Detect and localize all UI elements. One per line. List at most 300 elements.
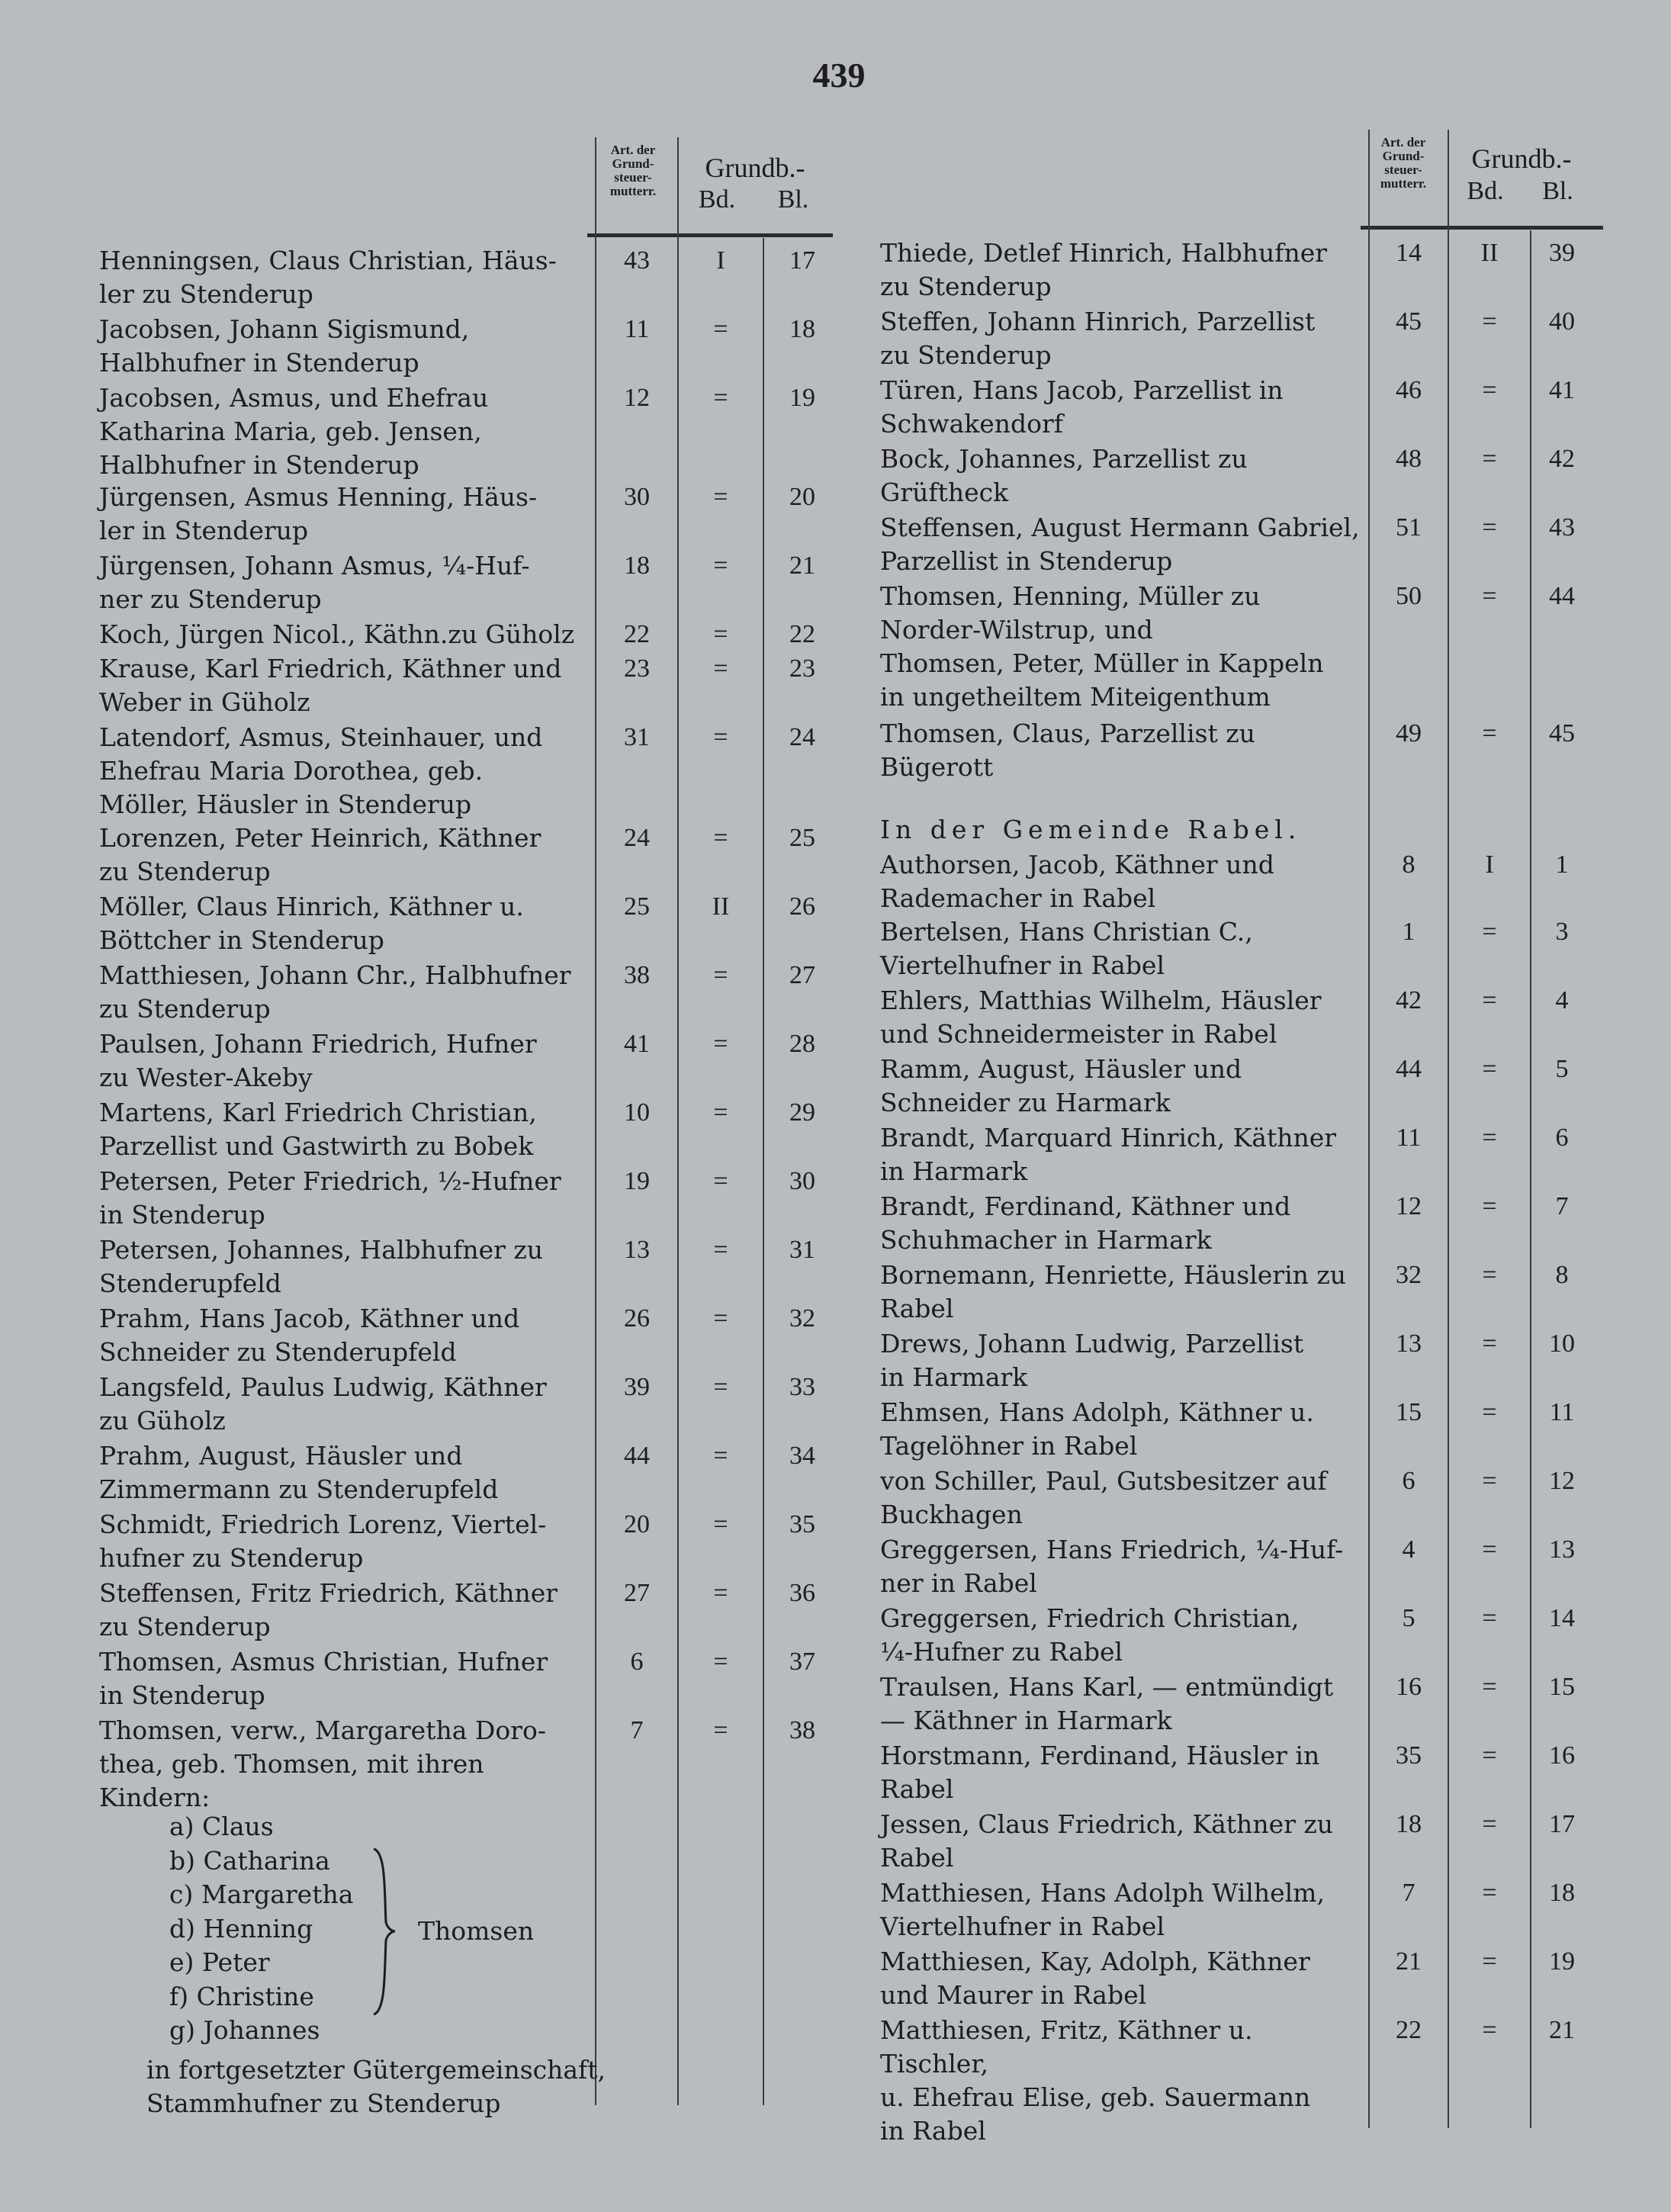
left-tail [146,2053,606,2120]
entry-name [880,236,1368,304]
entry-bl: 4 [1555,986,1569,1014]
header-bd: Bd. [698,185,736,214]
entry-art: 51 [1396,513,1422,542]
entry-bd: = [1482,1535,1497,1564]
left-header-grundb: Grundb.- [705,153,805,183]
entry-bl: 19 [789,384,815,412]
header-art-line: steuer- [1384,162,1422,177]
entry-bd: = [713,384,728,412]
entry-bl: 29 [789,1098,815,1127]
entry-line: thea, geb. Thomsen, mit ihren [99,1749,484,1779]
entry-line: Steffensen, August Hermann Gabriel, [880,513,1360,542]
entry-bl: 11 [1549,1398,1575,1426]
entry-line: Greggersen, Hans Friedrich, ¼-Huf- [880,1535,1344,1564]
entry-line: Stenderupfeld [99,1268,281,1298]
entry-line: Prahm, Hans Jacob, Käthner und [99,1304,520,1333]
entry-line: zu Stenderup [880,340,1052,370]
entry-art: 25 [624,892,650,921]
entry-line: Norder-Wilstrup, und [880,615,1153,645]
entry-line: Matthiesen, Kay, Adolph, Käthner [880,1947,1310,1976]
entry-art: 41 [624,1030,650,1058]
entry-bl: 10 [1549,1329,1575,1358]
children-surname: Thomsen [418,1916,535,1946]
entry-bl: 26 [789,892,815,921]
entry-line: Koch, Jürgen Nicol., Käthn.zu Güholz [99,619,575,649]
entry-line: Schwakendorf [880,409,1064,439]
entry-art: 43 [624,246,650,275]
entry-bl: 28 [789,1030,815,1058]
entry-bl: 31 [789,1236,815,1264]
entry-line: zu Stenderup [880,272,1052,301]
entry-bd: = [713,824,728,852]
entry-name [880,984,1368,1051]
entry-art: 45 [1396,307,1422,336]
entry-name [99,652,595,719]
entry-line: Buckhagen [880,1500,1023,1529]
entry-bl: 13 [1549,1535,1575,1564]
entry-name [99,1577,595,1644]
entry-name [99,1714,595,1815]
entry-line: Petersen, Johannes, Halbhufner zu [99,1235,544,1265]
entry-name [99,1645,595,1712]
entry-line: Halbhufner in Stenderup [99,450,419,480]
entry-bd: = [1482,307,1497,336]
entry-name [880,1190,1368,1257]
entry-art: 20 [624,1510,650,1538]
entry-bl: 12 [1549,1467,1575,1495]
entry-name [99,1302,595,1369]
entry-line: ner in Rabel [880,1568,1037,1598]
entry-name [99,1027,595,1095]
entry-bl: 14 [1549,1604,1575,1632]
entry-line: zu Güholz [99,1406,226,1436]
entry-art: 49 [1396,719,1422,748]
entry-bd: = [1482,1741,1497,1770]
entry-art: 11 [624,315,650,343]
entry-name [99,821,595,889]
entry-line: Türen, Hans Jacob, Parzellist in [880,375,1284,405]
entry-bl: 21 [1549,2016,1575,2044]
entry-art: 8 [1402,850,1416,879]
entry-bl: 1 [1555,850,1569,879]
entry-name [99,1439,595,1506]
entry-line: Rademacher in Rabel [880,883,1156,913]
entry-name [880,1327,1368,1394]
entry-line: in Rabel [880,2116,986,2146]
entry-bd: = [713,620,728,648]
entry-line: Rabel [880,1843,954,1873]
entry-bl: 16 [1549,1741,1575,1770]
entry-bl: 17 [789,246,815,275]
entry-bd: = [1482,918,1497,946]
entry-line: Parzellist in Stenderup [880,546,1173,576]
header-bd: Bd. [1467,177,1504,205]
entry-bd: = [713,1579,728,1607]
entry-bl: 18 [789,315,815,343]
entry-line: hufner zu Stenderup [99,1543,364,1573]
right-column [839,0,1671,2212]
entry-line: zu Stenderup [99,1612,271,1641]
entry-art: 42 [1396,986,1422,1014]
entry-bd: = [713,961,728,989]
right-header-sub [1449,177,1594,206]
entry-art: 48 [1396,445,1422,473]
entry-line: Bertelsen, Hans Christian C., [880,917,1253,947]
entry-line: Jacobsen, Asmus, und Ehefrau [99,383,489,413]
entry-bl: 5 [1555,1055,1569,1083]
right-header-grundb: Grundb.- [1471,143,1572,174]
entry-line: Drews, Johann Ludwig, Parzellist [880,1329,1304,1358]
entry-bl: 42 [1549,445,1575,473]
entry-bd: = [1482,1055,1497,1083]
entry-line: Kindern: [99,1783,210,1812]
entry-name [880,1670,1368,1738]
entry-line: Rabel [880,1294,954,1323]
left-header-rule [587,233,833,237]
entry-bd: = [1482,1329,1497,1358]
entry-art: 14 [1396,239,1422,267]
entry-bl: 32 [789,1304,815,1333]
entry-bd: = [713,315,728,343]
entry-line: Jürgensen, Asmus Henning, Häus- [99,482,538,512]
entry-line: Traulsen, Hans Karl, — entmündigt [880,1672,1334,1702]
header-art-line: mutterr. [609,184,657,198]
entry-art: 6 [1402,1467,1416,1495]
entry-bd: = [713,1167,728,1195]
entry-line: Thomsen, Asmus Christian, Hufner [99,1647,548,1677]
entry-art: 16 [1396,1673,1422,1701]
section-title: In der Gemeinde Rabel. [880,815,1302,844]
entry-bl: 30 [789,1167,815,1195]
entry-art: 39 [624,1373,650,1401]
entry-bl: 18 [1549,1879,1575,1907]
page-number: 439 [812,56,866,95]
entry-line: Thomsen, Henning, Müller zu [880,581,1261,611]
entry-line: Viertelhufner in Rabel [880,950,1165,980]
right-header-rule [1361,226,1603,230]
entry-line: Martens, Karl Friedrich Christian, [99,1098,537,1127]
entry-line: Bock, Johannes, Parzellist zu [880,444,1248,474]
child-item: g) Johannes [169,2015,320,2045]
entry-art: 44 [624,1442,650,1470]
entry-art: 5 [1402,1604,1416,1632]
entry-line: Jürgensen, Johann Asmus, ¼-Huf- [99,551,530,580]
entry-line: Möller, Häusler in Stenderup [99,789,472,819]
entry-bl: 43 [1549,513,1575,542]
entry-line: Schmidt, Friedrich Lorenz, Viertel- [99,1509,547,1539]
entry-bl: 24 [789,723,815,751]
entry-art: 15 [1396,1398,1422,1426]
entry-line: in Stenderup [99,1200,265,1230]
entry-line: und Maurer in Rabel [880,1980,1147,2010]
children-list [169,1810,353,2048]
entry-bd: = [713,1098,728,1127]
entry-line: Thomsen, Peter, Müller in Kappeln [880,648,1324,678]
entry-art: 7 [630,1716,644,1744]
entry-bl: 41 [1549,376,1575,404]
entry-art: 31 [624,723,650,751]
entry-line: Latendorf, Asmus, Steinhauer, und [99,722,543,752]
entry-line: in Harmark [880,1362,1028,1392]
entry-art: 44 [1396,1055,1422,1083]
entry-line: Grüftheck [880,477,1009,507]
entry-bl: 21 [789,551,815,580]
entry-bl: 34 [789,1442,815,1470]
entry-line: Ramm, August, Häusler und [880,1054,1242,1084]
entry-line: zu Stenderup [99,994,271,1024]
entry-name [880,305,1368,372]
entry-art: 18 [624,551,650,580]
entry-name [880,442,1368,510]
entry-art: 18 [1396,1810,1422,1838]
entry-name [880,1396,1368,1463]
entry-bd: = [713,1716,728,1744]
entry-bl: 38 [789,1716,815,1744]
entry-line: Prahm, August, Häusler und [99,1441,463,1471]
entry-bd: = [1482,986,1497,1014]
entry-art: 4 [1402,1535,1416,1564]
entry-bd: = [1482,445,1497,473]
entry-bd: = [713,1304,728,1333]
entry-bd: = [713,483,728,511]
entry-line: Ehmsen, Hans Adolph, Käthner u. [880,1397,1314,1427]
entry-name [880,848,1368,915]
entry-line: ¼-Hufner zu Rabel [880,1637,1123,1667]
entry-art: 26 [624,1304,650,1333]
entry-line: — Käthner in Harmark [880,1706,1172,1735]
entry-line: Authorsen, Jacob, Käthner und [880,850,1274,879]
entry-bd: = [713,1648,728,1676]
entry-bd: = [1482,2016,1497,2044]
entry-line: Henningsen, Claus Christian, Häus- [99,246,557,275]
entry-bd: = [1482,1947,1497,1976]
entry-bd: = [1482,1124,1497,1152]
entry-art: 7 [1402,1879,1416,1907]
entry-line: von Schiller, Paul, Gutsbesitzer auf [880,1466,1327,1496]
entry-line: Parzellist und Gastwirth zu Bobek [99,1131,534,1161]
child-item: b) Catharina [169,1845,330,1876]
entry-line: Krause, Karl Friedrich, Käthner und [99,654,562,683]
entry-bl: 36 [789,1579,815,1607]
entry-line: Böttcher in Stenderup [99,925,384,955]
entry-name [880,580,1368,714]
entry-line: Ehefrau Maria Dorothea, geb. [99,756,484,786]
entry-line: Steffensen, Fritz Friedrich, Käthner [99,1578,558,1608]
entry-line: Greggersen, Friedrich Christian, [880,1603,1300,1633]
entry-name [880,1602,1368,1669]
left-header-art [589,143,677,198]
entry-line: Zimmermann zu Stenderupfeld [99,1474,499,1504]
entry-bd: II [1480,239,1499,267]
entry-bd: = [713,1442,728,1470]
entry-line: Thomsen, verw., Margaretha Doro- [99,1715,547,1745]
child-item: d) Henning [169,1913,313,1944]
entry-name [880,1464,1368,1532]
entry-line: zu Stenderup [99,857,271,886]
entry-line: zu Wester-Akeby [99,1063,313,1092]
entry-bl: 15 [1549,1673,1575,1701]
entry-art: 13 [1396,1329,1422,1358]
entry-name [99,244,595,311]
entry-name [880,374,1368,441]
children-brace [369,1846,400,2017]
entry-line: Matthiesen, Hans Adolph Wilhelm, [880,1878,1325,1908]
entry-art: 10 [624,1098,650,1127]
entry-art: 24 [624,824,650,852]
entry-bl: 39 [1549,239,1575,267]
entry-bl: 22 [789,620,815,648]
entry-art: 32 [1396,1261,1422,1289]
entry-line: Katharina Maria, geb. Jensen, [99,416,482,446]
entry-bd: = [713,1236,728,1264]
entry-line: Bügerott [880,752,994,782]
entry-name [99,890,595,957]
header-art-line: Art. der [610,143,656,157]
entry-name [880,717,1368,784]
entry-name [99,381,595,482]
entry-art: 21 [1396,1947,1422,1976]
entry-bl: 33 [789,1373,815,1401]
entry-bd: = [1482,1398,1497,1426]
entry-name [99,313,595,380]
entry-bd: = [1482,1879,1497,1907]
left-header-sub [679,185,831,214]
tail-line: Stammhufner zu Stenderup [146,2088,501,2118]
entry-bd: = [1482,1261,1497,1289]
entry-bl: 25 [789,824,815,852]
entry-line: Viertelhufner in Rabel [880,1911,1165,1941]
entry-line: Schneider zu Stenderupfeld [99,1337,457,1367]
entry-art: 13 [624,1236,650,1264]
entry-line: Ehlers, Matthias Wilhelm, Häusler [880,985,1322,1015]
child-item: c) Margaretha [169,1879,354,1909]
entry-line: in Harmark [880,1156,1028,1186]
entry-art: 46 [1396,376,1422,404]
right-header-art [1361,136,1446,191]
entry-bl: 19 [1549,1947,1575,1976]
entry-bl: 45 [1549,719,1575,748]
entry-art: 27 [624,1579,650,1607]
entry-name [880,1121,1368,1188]
entry-line: Thiede, Detlef Hinrich, Halbhufner [880,238,1328,268]
entry-name [99,618,595,651]
entry-art: 11 [1396,1124,1422,1152]
entry-line: Matthiesen, Johann Chr., Halbhufner [99,960,571,990]
header-art-line: steuer- [614,170,652,185]
entry-bl: 3 [1555,918,1569,946]
entry-bl: 7 [1555,1192,1569,1220]
entry-bl: 37 [789,1648,815,1676]
header-bl: Bl. [777,185,809,214]
entry-art: 30 [624,483,650,511]
entry-line: Horstmann, Ferdinand, Häusler in [880,1741,1320,1770]
entry-bd: = [713,654,728,683]
entry-line: Lorenzen, Peter Heinrich, Käthner [99,823,541,853]
entry-line: Petersen, Peter Friedrich, ½-Hufner [99,1166,561,1196]
entry-line: Steffen, Johann Hinrich, Parzellist [880,307,1316,336]
header-art-line: Art. der [1380,135,1426,150]
entry-line: Bornemann, Henriette, Häuslerin zu [880,1260,1347,1290]
entry-line: Rabel [880,1774,954,1804]
entry-name [99,1165,595,1232]
entry-name [880,1259,1368,1326]
entry-line: Möller, Claus Hinrich, Käthner u. [99,892,524,921]
entry-line: ler zu Stenderup [99,279,313,309]
entry-line: Weber in Güholz [99,687,310,717]
entry-line: ler in Stenderup [99,516,309,545]
child-item: a) Claus [169,1812,274,1841]
entry-art: 22 [1396,2016,1422,2044]
entry-bl: 35 [789,1510,815,1538]
entry-bd: = [713,723,728,751]
entry-art: 50 [1396,582,1422,610]
entry-name [99,1371,595,1438]
entry-bd: = [1482,719,1497,748]
entry-line: Jacobsen, Johann Sigismund, [99,314,470,344]
entry-name [880,1876,1368,1944]
header-art-line: Grund- [1382,149,1425,163]
entry-bd: II [712,892,730,921]
entry-line: und Schneidermeister in Rabel [880,1019,1277,1049]
entry-art: 12 [1396,1192,1422,1220]
entry-art: 19 [624,1167,650,1195]
child-item: e) Peter [169,1947,270,1977]
entry-line: Brandt, Marquard Hinrich, Käthner [880,1123,1337,1153]
entry-name [880,1053,1368,1120]
entry-bl: 27 [789,961,815,989]
entry-bd: = [1482,376,1497,404]
entry-name [880,915,1368,982]
entry-art: 23 [624,654,650,683]
tail-line: in fortgesetzter Gütergemeinschaft, [146,2055,606,2085]
entry-line: Thomsen, Claus, Parzellist zu [880,719,1255,748]
entry-bd: = [1482,1810,1497,1838]
entry-bd: = [1482,1673,1497,1701]
entry-bl: 44 [1549,582,1575,610]
entry-line: in ungetheiltem Miteigenthum [880,682,1271,712]
entry-line: Langsfeld, Paulus Ludwig, Käthner [99,1372,547,1402]
entry-line: Matthiesen, Fritz, Käthner u. Tischler, [880,2015,1261,2079]
entry-bl: 40 [1549,307,1575,336]
header-art-line: Grund- [612,156,654,171]
entry-bd: I [1485,850,1494,879]
entry-bd: = [713,1510,728,1538]
entry-name [880,1533,1368,1600]
entry-bl: 6 [1555,1124,1569,1152]
entry-name [99,959,595,1026]
entry-name [99,1233,595,1301]
entry-bd: I [716,246,725,275]
child-item: f) Christine [169,1981,314,2011]
entry-bd: = [713,1373,728,1401]
entry-name [99,549,595,616]
header-art-line: mutterr. [1380,176,1427,191]
entry-name [99,1508,595,1575]
entry-art: 1 [1402,918,1416,946]
entry-bd: = [713,551,728,580]
entry-bl: 23 [789,654,815,683]
entry-name [880,1739,1368,1806]
entry-name [880,2014,1368,2148]
entry-art: 38 [624,961,650,989]
entry-art: 35 [1396,1741,1422,1770]
entry-bl: 8 [1555,1261,1569,1289]
entry-line: Schneider zu Harmark [880,1088,1171,1117]
entry-line: u. Ehefrau Elise, geb. Sauermann [880,2082,1311,2112]
entry-art: 6 [630,1648,644,1676]
entry-name [99,1096,595,1163]
entry-bd: = [1482,1604,1497,1632]
